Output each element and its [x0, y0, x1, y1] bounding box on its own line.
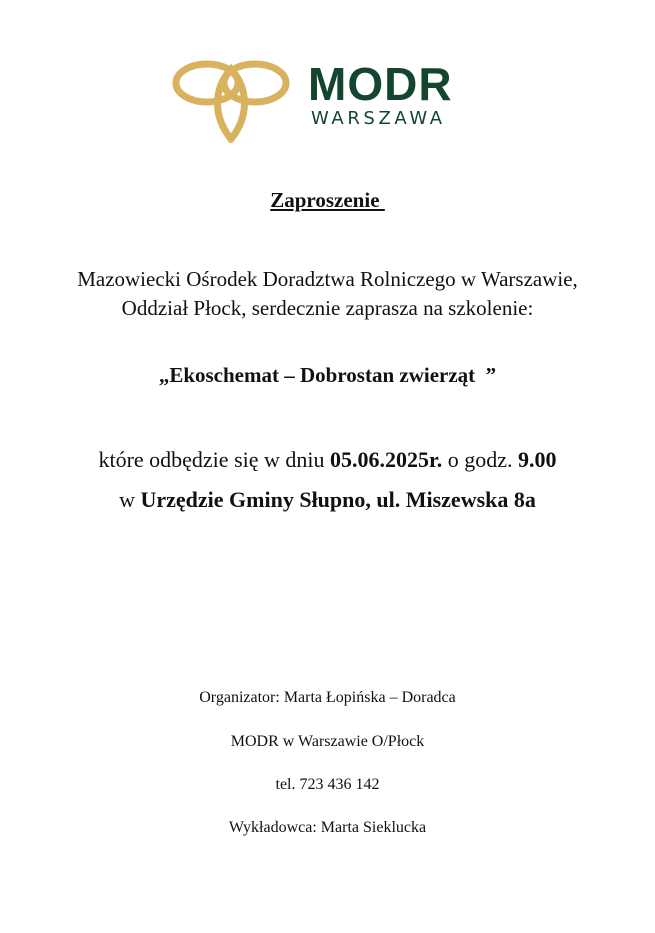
time-prefix: o godz. — [442, 447, 519, 472]
intro-line-2: Oddział Płock, serdecznie zaprasza na szkolenie: — [121, 296, 534, 320]
logo-brand-subtitle: WARSZAWA — [311, 108, 446, 129]
organizer-line: Organizator: Marta Łopińska – Doradca — [199, 689, 456, 706]
date-time-line — [0, 447, 655, 473]
trefoil-logo-icon — [171, 55, 291, 143]
event-title: „Ekoschemat – Dobrostan zwierząt ” — [158, 363, 497, 387]
event-time: 9.00 — [518, 447, 557, 472]
event-location: Urzędzie Gminy Słupno, ul. Miszewska 8a — [140, 487, 536, 512]
intro-line-1: Mazowiecki Ośrodek Doradztwa Rolniczego w Warszawie, — [77, 267, 578, 291]
location-prefix: w — [119, 487, 141, 512]
office-line: MODR w Warszawie O/Płock — [230, 733, 425, 750]
event-date: 05.06.2025r. — [330, 447, 443, 472]
logo-brand-name: MODR — [308, 58, 453, 110]
invitation-title: Zaproszenie — [270, 188, 385, 212]
modr-logo — [171, 55, 491, 145]
date-prefix: które odbędzie się w dniu — [98, 447, 331, 472]
location-line — [0, 487, 655, 513]
phone-line: tel. 723 436 142 — [275, 776, 380, 793]
lecturer-line: Wykładowca: Marta Sieklucka — [228, 819, 427, 836]
